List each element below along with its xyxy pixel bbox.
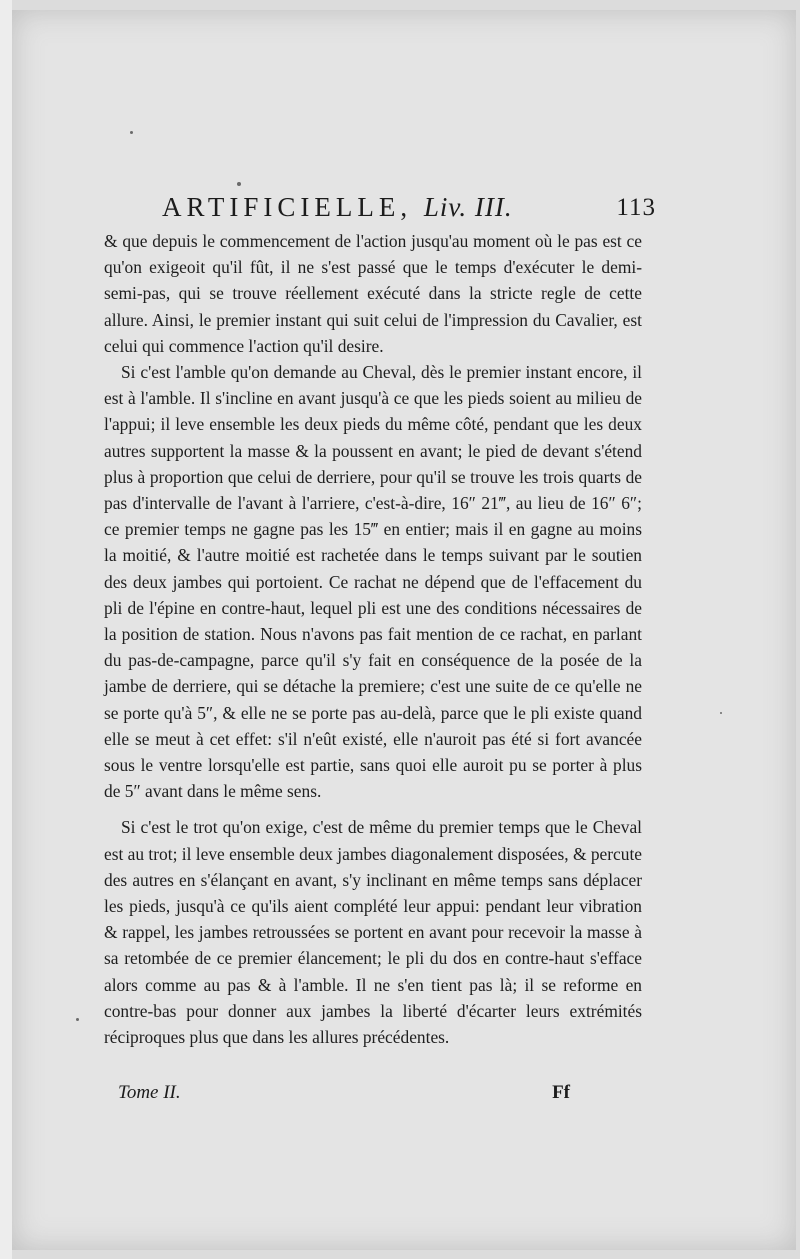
page-edge xyxy=(0,0,12,1259)
book-number: Liv. III. xyxy=(423,192,513,222)
page-header xyxy=(162,192,656,226)
paragraph-trot: Si c'est le trot qu'on exige, c'est de même du premier temps que le Cheval est au trot; il leve ensemble deux jambes diagonalement disposées, & percute des autres en s'élançant en avant, s'y inclinant en même temps sans déplacer les pieds, jusqu'à ce qu'ils aient complété leur appui: pendant leur vibration & rappel, les jambes retroussées se portent en avant pour recevoir la masse à sa retombée de ce premier élancement; le pli du dos en contre-haut s'efface alors comme au pas & à l'amble. Il ne s'en tient pas là; il se reforme en contre-bas pour donner aux jambes la liberté d'écarter leurs extrémités réciproques plus que dans les allures précédentes. xyxy=(104,817,642,1048)
paragraph-amble: Si c'est l'amble qu'on demande au Cheval, dès le premier instant encore, il est à l'amble. Il s'incline en avant jusqu'à ce que les pieds soient au milieu de l'appui; il leve ensemble les deux pieds du même côté, pendant que les deux autres supportent la masse & la poussent en avant; le pied de devant s'étend plus à proportion que celui de derriere, pour qu'il se trouve les trois quarts de pas d'intervalle de l'avant à l'arriere, c'est-à-dire, 16″ 21‴, au lieu de 16″ 6″; ce premier temps ne gagne pas les 15‴ en entier; mais il en gagne au moins la moitié, & l'autre moitié est rachetée dans le temps suivant par le soutien des deux jambes qui portoient. Ce rachat ne dépend que de l'effacement du pli de l'épine en contre-haut, lequel pli est une des conditions nécessaires de la position de station. Nous n'avons pas fait mention de ce rachat, en parlant du pas-de-campagne, parce qu'il s'y fait en conséquence de la posée de la jambe de derriere, qui se détache la premiere; c'est une suite de ce qu'elle ne se porte qu'à 5″, & elle ne se porte pas au-delà, parce que le pli existe quand elle se meut à cet effet: s'il n'eût existé, elle n'auroit pas été si fort avancée sous le ventre lorsqu'elle est partie, sans quoi elle auroit pu se porter à plus de 5″ avant dans le même sens. xyxy=(104,362,642,802)
page-number: 113 xyxy=(616,194,656,221)
body-text xyxy=(104,228,642,1050)
ink-speck xyxy=(720,712,722,714)
running-head xyxy=(162,192,513,223)
page-footer xyxy=(118,1082,570,1110)
signature-mark: Ff xyxy=(552,1082,570,1103)
running-head-title: ARTIFICIELLE, xyxy=(162,192,413,222)
volume-label: Tome II. xyxy=(118,1082,181,1103)
ink-speck xyxy=(130,131,133,134)
ink-speck xyxy=(237,182,241,186)
paragraph-continued: & que depuis le commencement de l'action jusqu'au moment où le pas est ce qu'on exigeoit qu'il fût, il ne s'est passé que le temps d'exécuter le demi-semi-pas, qui se trouve réellement exécuté dans la stricte regle de cette allure. Ainsi, le premier instant qui suit celui de l'impression du Cavalier, est celui qui commence l'action qu'il desire. xyxy=(104,231,642,356)
ink-speck xyxy=(76,1018,79,1021)
